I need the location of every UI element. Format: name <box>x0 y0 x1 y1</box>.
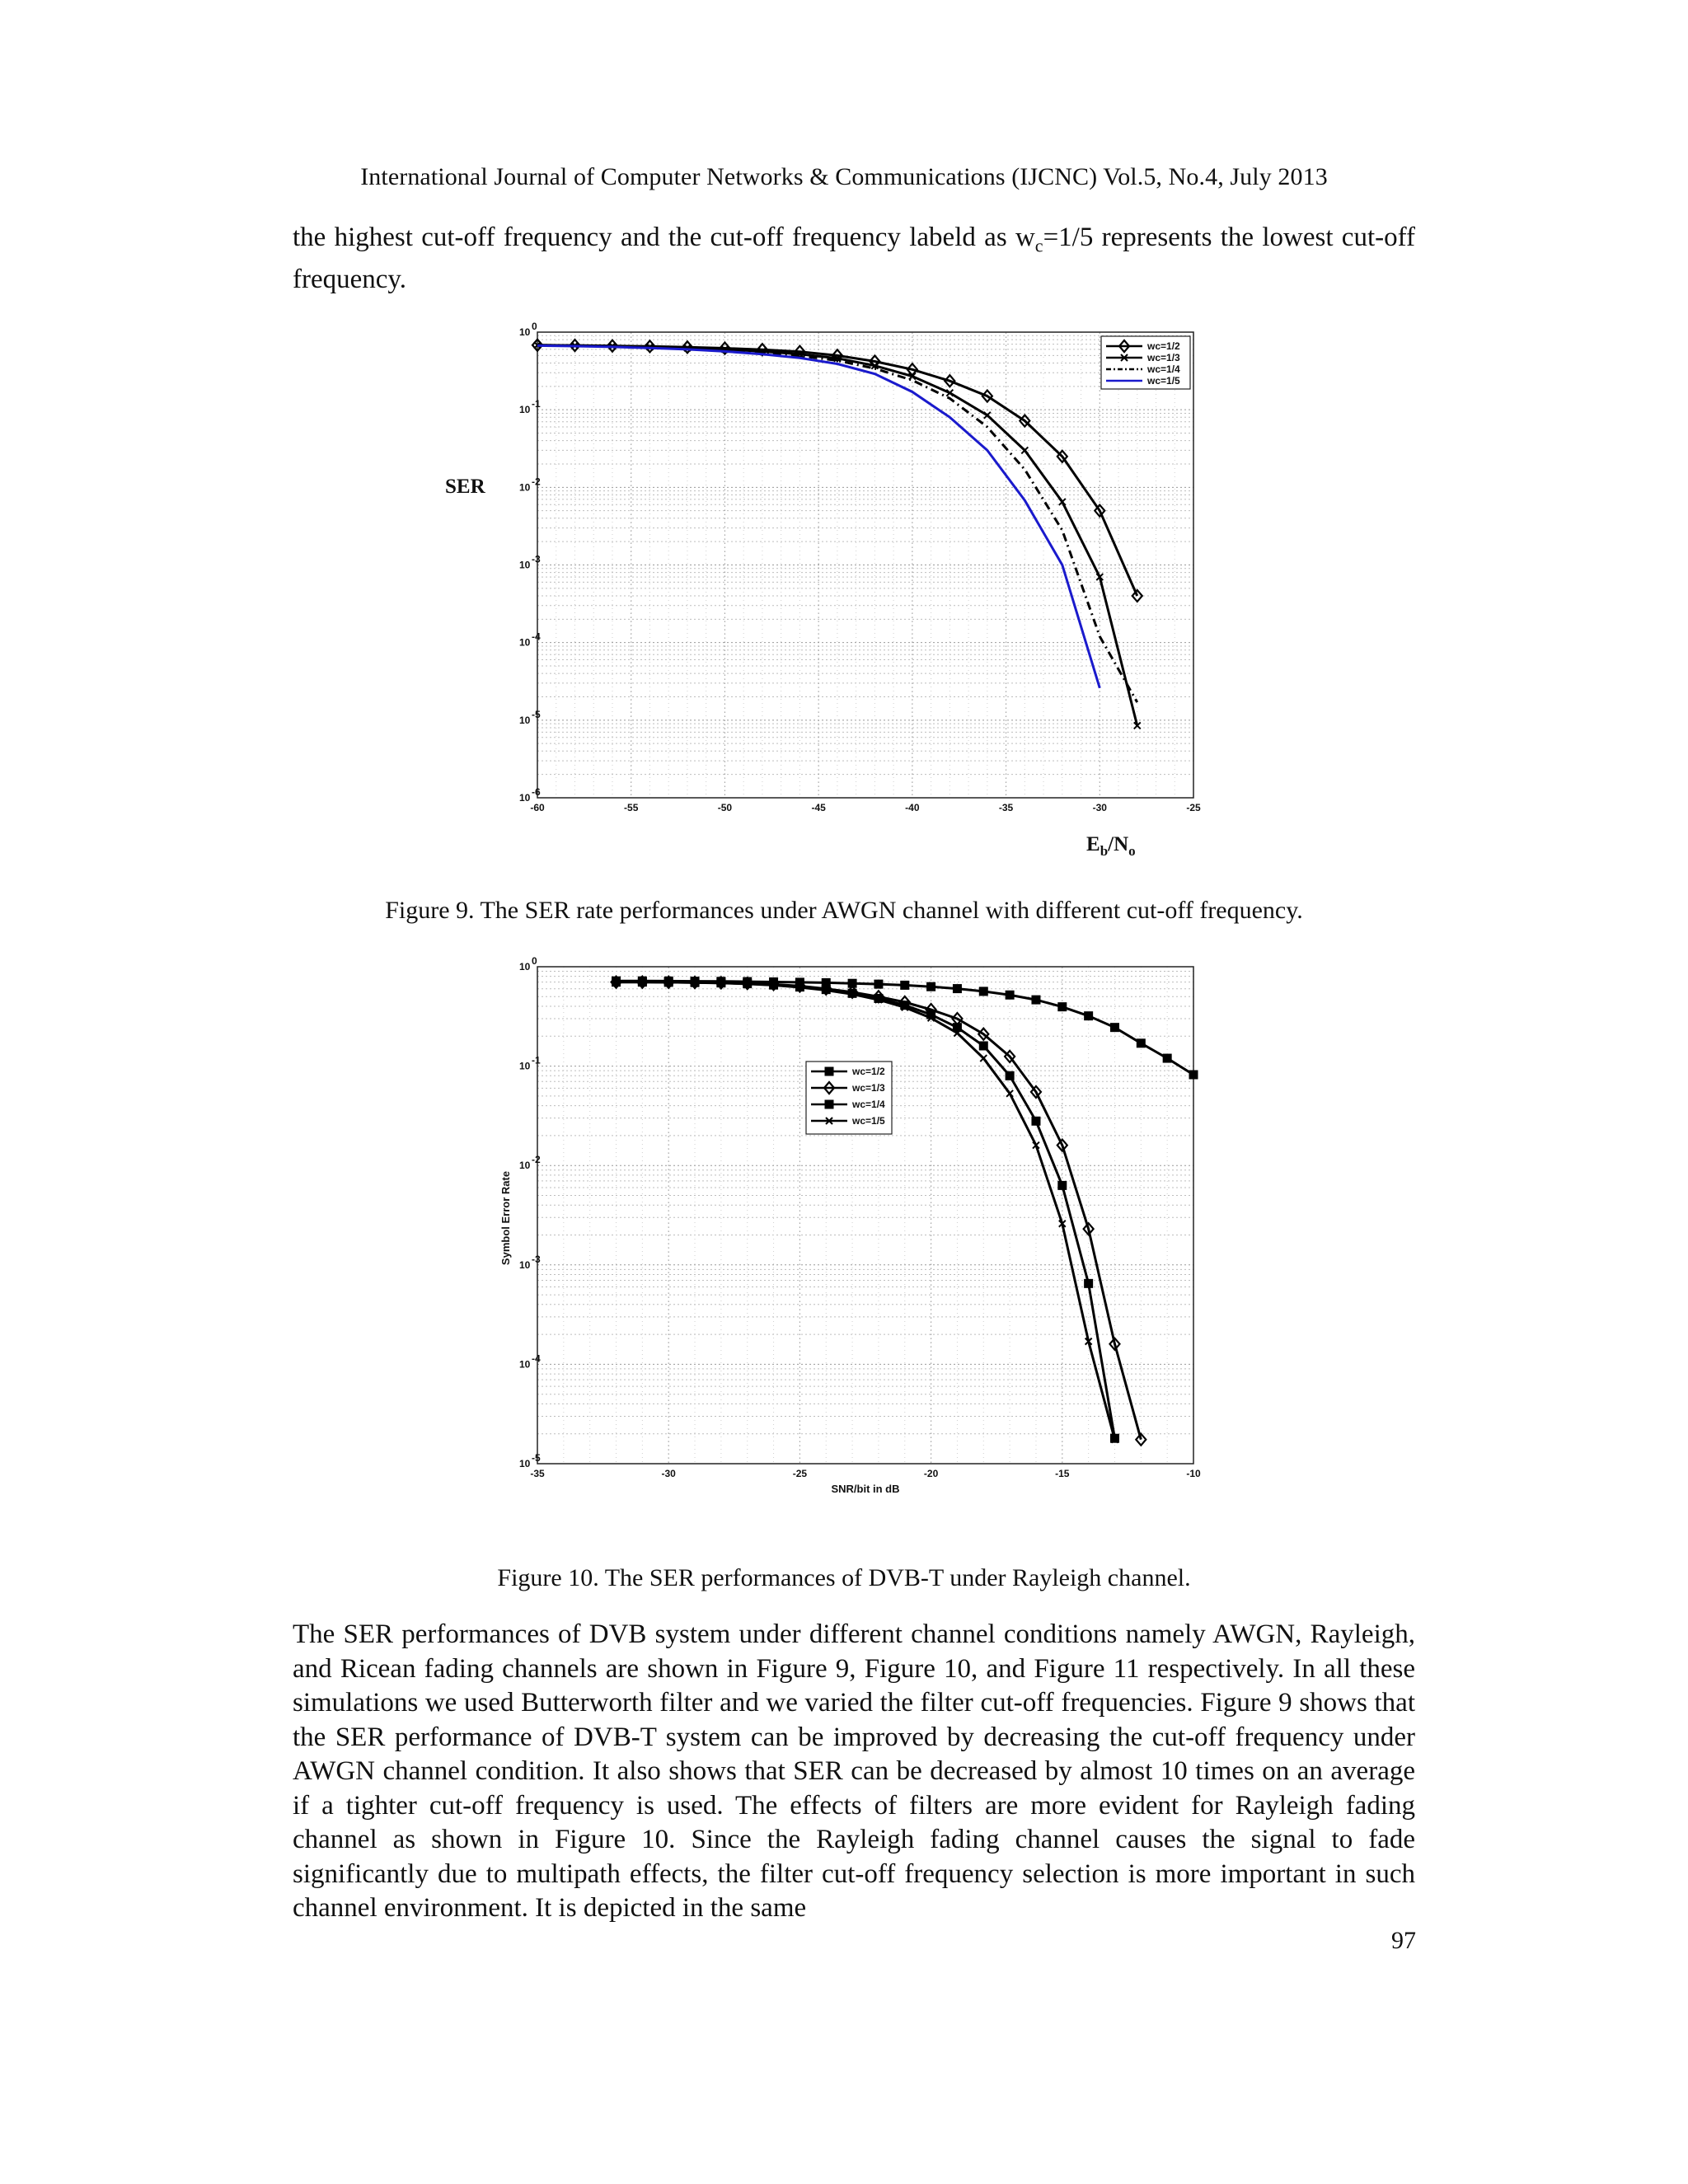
y-tick-exponent: -1 <box>532 1054 541 1066</box>
data-point <box>901 981 909 989</box>
figure-10-caption: Figure 10. The SER performances of DVB-T under Rayleigh channel. <box>497 1564 1191 1591</box>
grid <box>537 967 1193 1464</box>
x-axis-label: $E_b/N_o$ <box>1086 833 1136 859</box>
data-point <box>1110 1024 1118 1032</box>
series-line <box>617 981 1193 1075</box>
x-tick-label: -35 <box>530 1468 545 1479</box>
paragraph-top-subscript: c <box>1034 235 1043 256</box>
legend <box>806 1062 892 1134</box>
data-point <box>874 980 883 988</box>
x-tick-label: -55 <box>624 802 639 813</box>
x-tick-label: -50 <box>717 802 733 813</box>
x-axis-label: SNR/bit in dB <box>831 1483 900 1495</box>
legend-label: wc=1/4 <box>852 1099 885 1110</box>
data-point <box>1032 1117 1040 1125</box>
page-number: 97 <box>1391 1927 1416 1954</box>
plot-frame <box>537 967 1193 1464</box>
y-tick-exponent: -3 <box>532 553 541 565</box>
x-tick-label: -45 <box>811 802 826 813</box>
data-point <box>1006 1071 1014 1080</box>
y-tick-exponent: -4 <box>532 630 541 643</box>
data-point <box>1189 1071 1198 1079</box>
data-point <box>953 985 961 993</box>
data-point <box>1058 1181 1067 1189</box>
y-tick-label: 10 <box>519 404 531 416</box>
x-tick-label: -20 <box>923 1468 939 1479</box>
y-tick-exponent: -2 <box>532 476 541 488</box>
x-tick-label: -15 <box>1055 1468 1070 1479</box>
paragraph-top-part2: =1/5 represents the lowest cut-off frequency. <box>293 223 1415 295</box>
x-tick-label: -40 <box>905 802 920 813</box>
legend-label: wc=1/3 <box>1147 352 1180 363</box>
data-point <box>979 987 987 996</box>
y-tick-label: 10 <box>519 559 531 571</box>
y-tick-exponent: 0 <box>532 955 537 967</box>
paragraph-bottom: The SER performances of DVB system under different channel conditions namely AWGN, Rayleigh, and Ricean fading channels are shown in Figure 9, Figure 10, and Figure 11 respectively. In all these simulations we used Butterworth filter and we varied the filter cut-off frequencies. Figure 9 shows that the SER performance of DVB-T system can be improved by decreasing the cut-off frequency under AWGN channel condition. It also shows that SER can be decreased by almost 10 times on an average if a tighter cut-off frequency is used. The effects of filters are more evident for Rayleigh fading channel as shown in Figure 10. Since the Rayleigh fading channel causes the signal to fade significantly due to multipath effects, the filter cut-off frequency selection is more important in such channel environment. It is depicted in the same <box>293 1619 1415 1923</box>
data-point <box>1085 1012 1093 1020</box>
y-tick-exponent: -6 <box>532 786 541 798</box>
journal-header: International Journal of Computer Networks & Communications (IJCNC) Vol.5, No.4, July 2013 <box>360 163 1328 190</box>
legend-label: wc=1/5 <box>852 1115 885 1127</box>
data-point <box>927 982 935 991</box>
legend-label: wc=1/2 <box>852 1066 885 1077</box>
data-point <box>980 1055 987 1062</box>
legend-label: wc=1/2 <box>1147 340 1180 352</box>
x-tick-label: -35 <box>998 802 1014 813</box>
y-tick-exponent: -3 <box>532 1253 541 1265</box>
data-point <box>979 1042 987 1050</box>
y-tick-exponent: -1 <box>532 398 541 410</box>
y-tick-label: 10 <box>519 1160 531 1172</box>
y-axis-label: SER <box>445 476 485 498</box>
y-tick-label: 10 <box>519 326 531 338</box>
y-tick-label: 10 <box>519 961 531 972</box>
legend-label: wc=1/5 <box>1147 375 1180 387</box>
paragraph-top-part1: the highest cut-off frequency and the cut-off frequency labeld as w <box>293 223 1035 252</box>
data-point <box>1137 1039 1145 1047</box>
series-line <box>617 982 1115 1439</box>
y-tick-label: 10 <box>519 714 531 726</box>
legend-marker <box>825 1100 833 1108</box>
y-tick-exponent: -4 <box>532 1352 541 1365</box>
series-4 <box>613 979 1118 1443</box>
legend-marker <box>825 1067 833 1076</box>
x-tick-label: -60 <box>530 802 545 813</box>
legend-label: wc=1/4 <box>1147 363 1180 375</box>
x-tick-label: -25 <box>1186 802 1201 813</box>
data-point <box>1006 991 1014 999</box>
y-tick-label: 10 <box>519 1060 531 1072</box>
x-tick-label: -10 <box>1186 1468 1201 1479</box>
data-point <box>1032 996 1040 1004</box>
y-tick-label: 10 <box>519 1258 531 1271</box>
y-tick-exponent: -5 <box>532 1452 541 1464</box>
series-3 <box>612 978 1119 1443</box>
y-tick-label: 10 <box>519 1458 531 1469</box>
data-point <box>1085 1279 1093 1287</box>
x-tick-label: -30 <box>661 1468 676 1479</box>
x-tick-label: -25 <box>792 1468 808 1479</box>
y-tick-label: 10 <box>519 792 531 804</box>
y-tick-label: 10 <box>519 636 531 649</box>
y-axis-label: Symbol Error Rate <box>499 1170 512 1266</box>
y-tick-label: 10 <box>519 1358 531 1371</box>
y-tick-exponent: 0 <box>532 321 537 332</box>
series-line <box>617 982 1115 1440</box>
data-point <box>1058 1003 1067 1011</box>
legend-label: wc=1/3 <box>852 1082 885 1094</box>
x-tick-label: -30 <box>1092 802 1107 813</box>
data-point <box>1163 1054 1171 1062</box>
y-tick-exponent: -2 <box>532 1154 541 1166</box>
figure-9-caption: Figure 9. The SER rate performances under AWGN channel with different cut-off frequency. <box>385 897 1303 924</box>
y-tick-exponent: -5 <box>532 708 541 720</box>
y-tick-label: 10 <box>519 481 531 494</box>
